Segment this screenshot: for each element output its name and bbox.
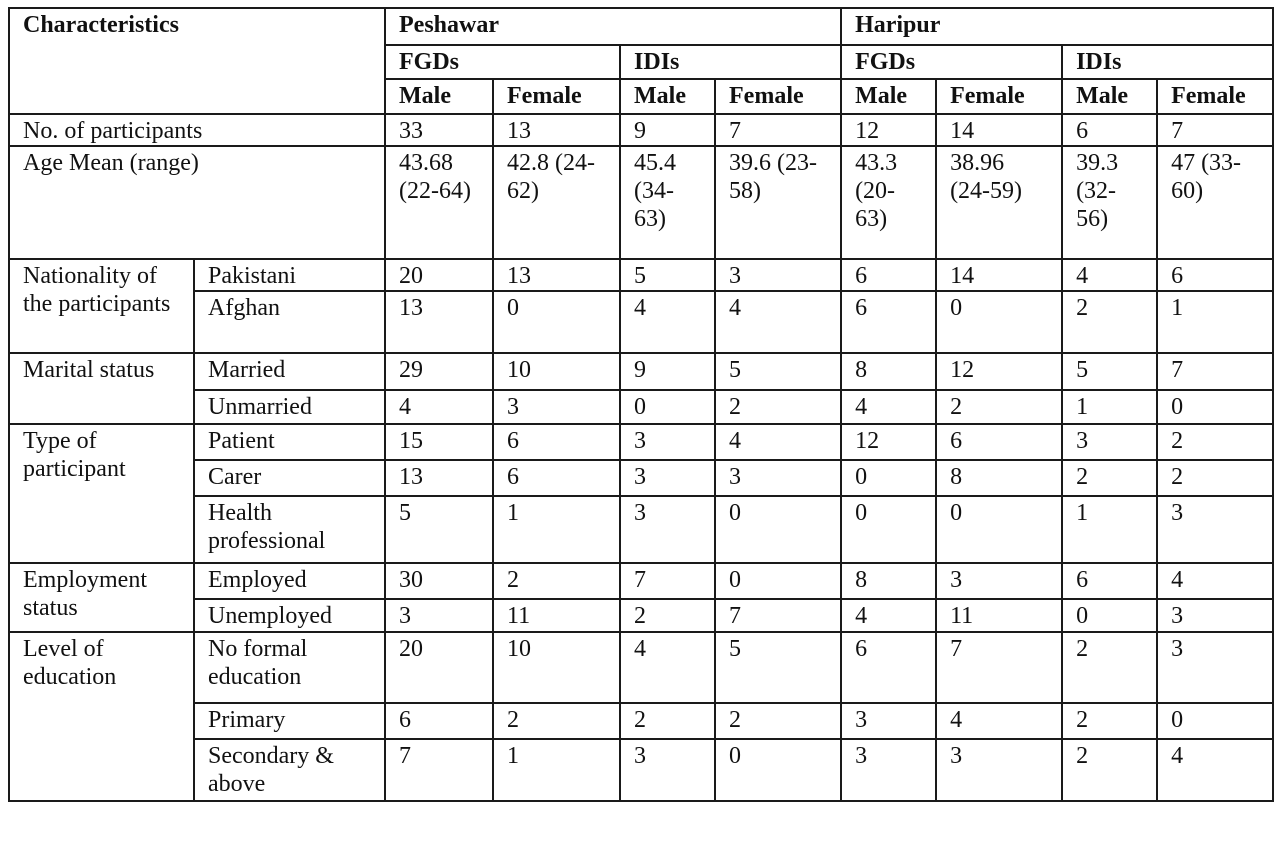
table-cell: 3 — [1157, 632, 1273, 703]
table-cell: 7 — [936, 632, 1062, 703]
table-cell: 13 — [493, 114, 620, 146]
sex-header: Female — [493, 79, 620, 114]
table-cell: 0 — [841, 496, 936, 563]
table-cell: 45.4 (34-63) — [620, 146, 715, 259]
peshawar-header: Peshawar — [385, 8, 841, 45]
table-cell: 3 — [1157, 496, 1273, 563]
table-cell: 2 — [620, 703, 715, 739]
table-cell: 10 — [493, 353, 620, 390]
table-cell: 43.68 (22-64) — [385, 146, 493, 259]
table-cell: 1 — [493, 739, 620, 801]
table-cell: 2 — [1062, 632, 1157, 703]
table-cell: 9 — [620, 114, 715, 146]
table-cell: 3 — [715, 259, 841, 291]
table-cell: 3 — [385, 599, 493, 632]
table-cell: 3 — [620, 739, 715, 801]
row-label: Age Mean (range) — [9, 146, 385, 259]
table-cell: 2 — [1157, 424, 1273, 460]
table-cell: 6 — [385, 703, 493, 739]
group-label: Type of participant — [9, 424, 194, 563]
subrow-label: Employed — [194, 563, 385, 599]
table-cell: 1 — [493, 496, 620, 563]
table-cell: 29 — [385, 353, 493, 390]
subrow-label: Health professional — [194, 496, 385, 563]
table-cell: 7 — [715, 599, 841, 632]
table-cell: 3 — [620, 460, 715, 496]
table-cell: 0 — [715, 563, 841, 599]
table-cell: 0 — [715, 739, 841, 801]
table-row — [9, 390, 1273, 424]
table-cell: 3 — [620, 496, 715, 563]
group-label: Level of education — [9, 632, 194, 801]
subrow-label: Secondary & above — [194, 739, 385, 801]
table-cell: 13 — [385, 460, 493, 496]
subrow-label: Married — [194, 353, 385, 390]
table-cell: 12 — [936, 353, 1062, 390]
table-cell: 43.3 (20-63) — [841, 146, 936, 259]
subrow-label: Primary — [194, 703, 385, 739]
table-cell: 3 — [620, 424, 715, 460]
participant-characteristics-table — [8, 7, 1274, 802]
row-label: No. of participants — [9, 114, 385, 146]
subrow-label: Carer — [194, 460, 385, 496]
table-cell: 13 — [385, 291, 493, 353]
table-cell: 6 — [493, 460, 620, 496]
table-row — [9, 739, 1273, 801]
table-cell: 1 — [1062, 390, 1157, 424]
table-cell: 2 — [1062, 739, 1157, 801]
table-cell: 13 — [493, 259, 620, 291]
sex-header: Female — [1157, 79, 1273, 114]
table-cell: 2 — [936, 390, 1062, 424]
table-cell: 3 — [936, 739, 1062, 801]
table-cell: 3 — [841, 703, 936, 739]
table-cell: 33 — [385, 114, 493, 146]
table-row — [9, 460, 1273, 496]
table-cell: 20 — [385, 632, 493, 703]
method-header: IDIs — [620, 45, 841, 79]
sex-header: Male — [1062, 79, 1157, 114]
table-cell: 6 — [841, 632, 936, 703]
table-cell: 0 — [1157, 390, 1273, 424]
table-cell: 2 — [1062, 460, 1157, 496]
subrow-label: Patient — [194, 424, 385, 460]
header-row-sites — [9, 8, 1273, 45]
group-label: Nationality of the participants — [9, 259, 194, 353]
table-cell: 5 — [1062, 353, 1157, 390]
table-cell: 39.6 (23-58) — [715, 146, 841, 259]
table-cell: 7 — [715, 114, 841, 146]
table-cell: 6 — [1062, 114, 1157, 146]
table-cell: 3 — [493, 390, 620, 424]
table-cell: 0 — [936, 291, 1062, 353]
table-cell: 0 — [1157, 703, 1273, 739]
method-header: FGDs — [841, 45, 1062, 79]
table-cell: 0 — [493, 291, 620, 353]
table-cell: 5 — [715, 632, 841, 703]
table-cell: 7 — [385, 739, 493, 801]
subrow-label: Afghan — [194, 291, 385, 353]
table-cell: 12 — [841, 424, 936, 460]
table-cell: 2 — [1157, 460, 1273, 496]
table-cell: 2 — [715, 703, 841, 739]
table-cell: 4 — [385, 390, 493, 424]
table-cell: 4 — [841, 390, 936, 424]
group-label: Employment status — [9, 563, 194, 632]
subrow-label: Pakistani — [194, 259, 385, 291]
table-row — [9, 496, 1273, 563]
group-label: Marital status — [9, 353, 194, 424]
table-cell: 8 — [841, 353, 936, 390]
characteristics-header: Characteristics — [9, 8, 385, 114]
table-cell: 42.8 (24-62) — [493, 146, 620, 259]
sex-header: Male — [620, 79, 715, 114]
haripur-header: Haripur — [841, 8, 1273, 45]
subrow-label: Unmarried — [194, 390, 385, 424]
table-cell: 4 — [620, 632, 715, 703]
method-header: IDIs — [1062, 45, 1273, 79]
table-cell: 0 — [936, 496, 1062, 563]
table-cell: 2 — [715, 390, 841, 424]
table-cell: 3 — [1157, 599, 1273, 632]
table-cell: 6 — [493, 424, 620, 460]
table-cell: 4 — [841, 599, 936, 632]
table-cell: 10 — [493, 632, 620, 703]
sex-header: Female — [936, 79, 1062, 114]
table-cell: 11 — [493, 599, 620, 632]
table-cell: 0 — [715, 496, 841, 563]
table-cell: 2 — [1062, 703, 1157, 739]
sex-header: Female — [715, 79, 841, 114]
table-cell: 4 — [1157, 739, 1273, 801]
table-cell: 30 — [385, 563, 493, 599]
table-cell: 47 (33-60) — [1157, 146, 1273, 259]
table-cell: 2 — [493, 563, 620, 599]
table-cell: 1 — [1062, 496, 1157, 563]
table-cell: 6 — [936, 424, 1062, 460]
table-cell: 6 — [1157, 259, 1273, 291]
characteristics-table-container — [8, 7, 1274, 802]
table-cell: 5 — [385, 496, 493, 563]
table-cell: 7 — [1157, 114, 1273, 146]
table-cell: 1 — [1157, 291, 1273, 353]
table-cell: 11 — [936, 599, 1062, 632]
table-cell: 15 — [385, 424, 493, 460]
table-cell: 5 — [715, 353, 841, 390]
method-header: FGDs — [385, 45, 620, 79]
table-row — [9, 703, 1273, 739]
table-cell: 6 — [841, 259, 936, 291]
table-cell: 8 — [936, 460, 1062, 496]
age-row — [9, 146, 1273, 259]
table-row — [9, 353, 1273, 390]
table-row — [9, 599, 1273, 632]
table-cell: 12 — [841, 114, 936, 146]
table-cell: 4 — [620, 291, 715, 353]
table-cell: 4 — [1062, 259, 1157, 291]
table-row — [9, 632, 1273, 703]
sex-header: Male — [841, 79, 936, 114]
table-cell: 3 — [715, 460, 841, 496]
table-cell: 2 — [620, 599, 715, 632]
table-cell: 8 — [841, 563, 936, 599]
subrow-label: No formal education — [194, 632, 385, 703]
table-cell: 0 — [841, 460, 936, 496]
table-cell: 3 — [936, 563, 1062, 599]
table-cell: 14 — [936, 114, 1062, 146]
table-cell: 39.3 (32-56) — [1062, 146, 1157, 259]
table-row — [9, 563, 1273, 599]
table-cell: 3 — [841, 739, 936, 801]
table-row — [9, 424, 1273, 460]
table-cell: 0 — [1062, 599, 1157, 632]
table-cell: 3 — [1062, 424, 1157, 460]
sex-header: Male — [385, 79, 493, 114]
table-cell: 6 — [841, 291, 936, 353]
table-cell: 2 — [493, 703, 620, 739]
table-cell: 0 — [620, 390, 715, 424]
table-cell: 2 — [1062, 291, 1157, 353]
subrow-label: Unemployed — [194, 599, 385, 632]
table-row — [9, 259, 1273, 291]
table-cell: 20 — [385, 259, 493, 291]
table-cell: 7 — [1157, 353, 1273, 390]
participants-row — [9, 114, 1273, 146]
table-cell: 6 — [1062, 563, 1157, 599]
table-cell: 4 — [936, 703, 1062, 739]
table-cell: 9 — [620, 353, 715, 390]
table-cell: 4 — [1157, 563, 1273, 599]
table-cell: 38.96 (24-59) — [936, 146, 1062, 259]
table-cell: 5 — [620, 259, 715, 291]
table-row — [9, 291, 1273, 353]
table-cell: 4 — [715, 291, 841, 353]
table-cell: 7 — [620, 563, 715, 599]
table-cell: 14 — [936, 259, 1062, 291]
table-cell: 4 — [715, 424, 841, 460]
